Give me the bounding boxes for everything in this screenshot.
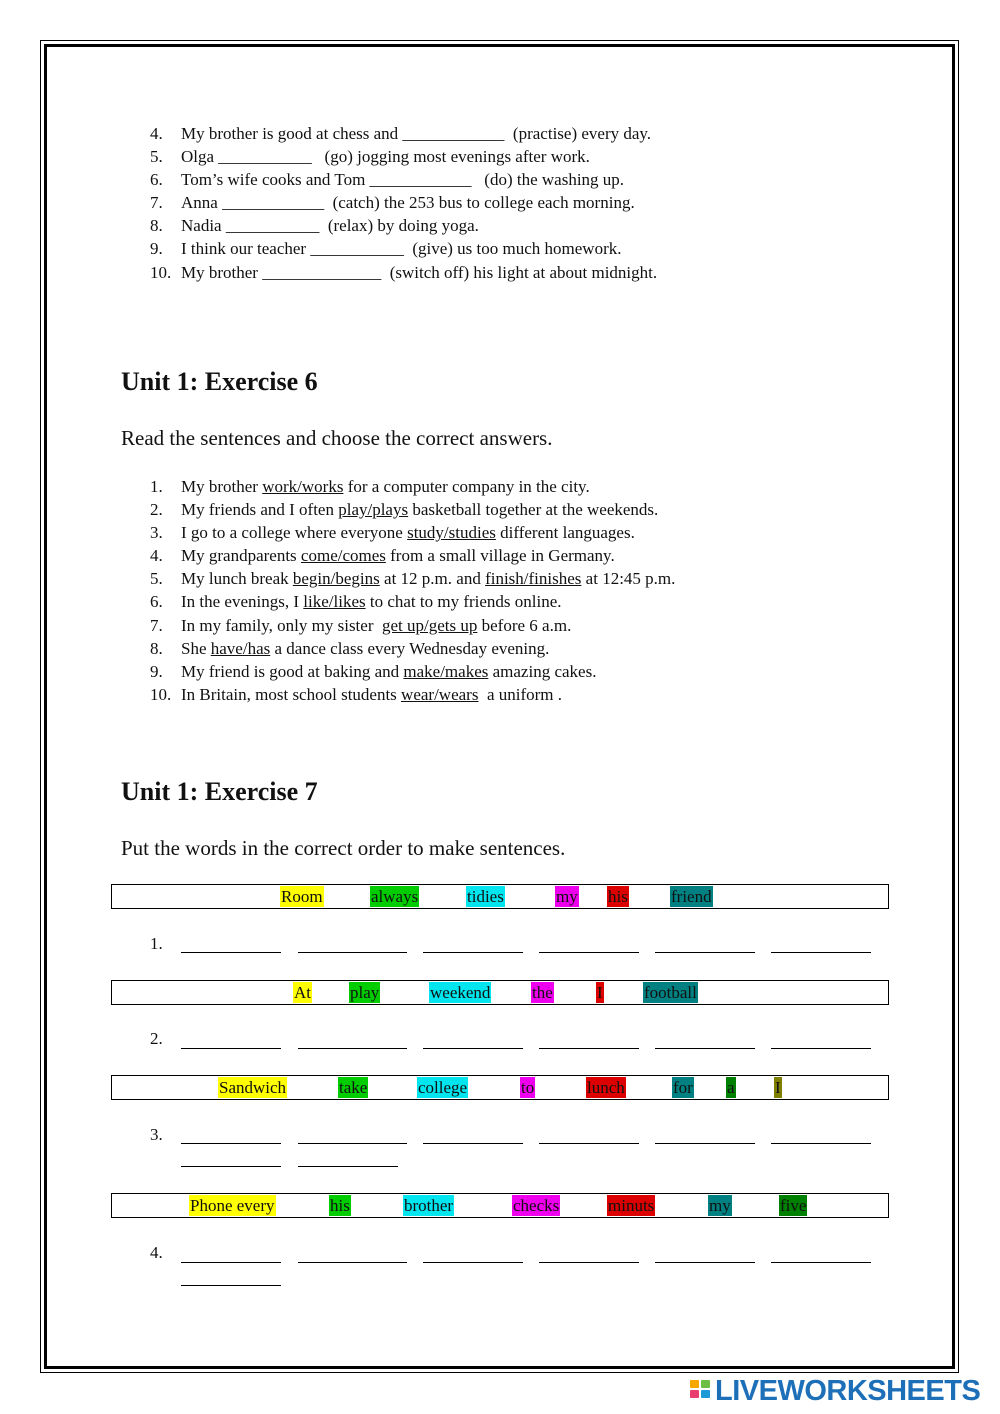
answer-blank[interactable] (771, 1261, 871, 1263)
item-text: amazing cakes. (488, 661, 597, 681)
item-text: She (181, 638, 211, 658)
word-bank-1 (111, 884, 889, 909)
word-tile[interactable]: take (339, 1078, 368, 1097)
choice-option[interactable]: have/has (210, 638, 271, 658)
word-tile[interactable]: Phone every (190, 1196, 275, 1215)
item-number: 9. (150, 661, 163, 681)
list-item (150, 521, 675, 544)
word-tile[interactable]: lunch (587, 1078, 625, 1097)
answer-blank[interactable] (181, 1165, 281, 1167)
answer-blank[interactable] (298, 1047, 407, 1049)
choice-option[interactable]: begin/begins (292, 569, 380, 589)
list-item (150, 544, 675, 567)
item-number: 8. (150, 638, 163, 658)
answer-blank[interactable] (181, 1142, 281, 1144)
answer-number: 4. (150, 1243, 163, 1262)
item-text: Olga ___________ (go) jogging most evenings after work. (181, 147, 590, 167)
answer-blank[interactable] (655, 1047, 755, 1049)
answer-blank[interactable] (298, 951, 407, 953)
list-item (150, 660, 675, 683)
item-number: 6. (150, 592, 163, 612)
item-text: My friend is good at baking and (181, 661, 404, 681)
exercise-5-list (150, 122, 657, 284)
item-number: 7. (150, 193, 163, 213)
word-bank-3 (111, 1075, 889, 1100)
word-tile[interactable]: Sandwich (219, 1078, 287, 1097)
item-text: In Britain, most school students (181, 684, 402, 704)
choice-option[interactable]: come/comes (300, 546, 386, 566)
choice-option[interactable]: study/studies (407, 523, 496, 543)
answer-blank[interactable] (771, 1142, 871, 1144)
word-tile[interactable]: my (556, 887, 578, 906)
answer-blank[interactable] (539, 1047, 639, 1049)
item-number: 5. (150, 147, 163, 167)
logo-square (690, 1380, 699, 1388)
choice-option[interactable]: make/makes (403, 661, 489, 681)
exercise-7-instruction: Put the words in the correct order to make sentences. (121, 836, 566, 860)
word-tile[interactable]: his (330, 1196, 350, 1215)
list-item (150, 122, 657, 145)
item-text: My grandparents (181, 546, 301, 566)
word-tile[interactable]: football (644, 983, 697, 1002)
exercise-7-title: Unit 1: Exercise 7 (121, 777, 318, 806)
item-text: My friends and I often (181, 500, 339, 520)
item-text: Anna ____________ (catch) the 253 bus to college each morning. (181, 193, 635, 213)
answer-blank[interactable] (655, 951, 755, 953)
answer-blank[interactable] (181, 1261, 281, 1263)
word-tile[interactable]: to (521, 1078, 535, 1097)
word-tile[interactable]: I (775, 1078, 781, 1097)
word-tile[interactable]: always (371, 887, 419, 906)
item-text: My brother ______________ (switch off) his light at about midnight. (181, 262, 658, 282)
choice-option[interactable]: like/likes (303, 592, 366, 612)
item-text: at 12 p.m. and (379, 569, 486, 589)
list-item (150, 145, 657, 168)
word-tile[interactable]: my (709, 1196, 731, 1215)
word-tile[interactable]: for (673, 1078, 693, 1097)
list-item (150, 683, 675, 706)
liveworksheets-logo[interactable] (690, 1376, 980, 1406)
exercise-6-title: Unit 1: Exercise 6 (121, 367, 318, 396)
item-number: 4. (150, 546, 163, 566)
exercise-6-instruction: Read the sentences and choose the correct answers. (121, 426, 553, 450)
answer-blank[interactable] (539, 951, 639, 953)
word-tile[interactable]: minuts (608, 1196, 655, 1215)
choice-option[interactable]: work/works (262, 477, 344, 496)
item-text: Tom’s wife cooks and Tom ____________ (do) the washing up. (181, 170, 625, 190)
item-number: 1. (150, 477, 163, 496)
list-item (150, 567, 675, 590)
word-tile[interactable]: play (350, 983, 380, 1002)
item-number: 3. (150, 523, 163, 543)
item-text: In my family, only my sister (181, 615, 382, 635)
list-item (150, 214, 657, 237)
item-text: Nadia ___________ (relax) by doing yoga. (181, 216, 479, 236)
list-item (150, 261, 657, 284)
list-item (150, 498, 675, 521)
answer-blank[interactable] (298, 1142, 407, 1144)
word-tile[interactable]: weekend (430, 983, 491, 1002)
answer-blank[interactable] (655, 1142, 755, 1144)
item-text: from a small village in Germany. (385, 546, 615, 566)
item-text: a uniform . (478, 684, 563, 704)
item-number: 10. (150, 262, 172, 282)
word-tile[interactable]: checks (513, 1196, 560, 1215)
item-text: My lunch break (181, 569, 293, 589)
item-text: basketball together at the weekends. (408, 500, 659, 520)
word-tile[interactable]: friend (671, 887, 712, 906)
item-text: I go to a college where everyone (181, 523, 408, 543)
list-item (150, 614, 675, 637)
exercise-6-list (150, 475, 675, 706)
item-number: 2. (150, 500, 163, 520)
item-number: 5. (150, 569, 163, 589)
choice-option[interactable]: play/plays (338, 500, 409, 520)
item-number: 8. (150, 216, 163, 236)
liveworksheets-logo-text: LIVEWORKSHEETS (715, 1374, 981, 1407)
item-text: In the evenings, I (181, 592, 304, 612)
liveworksheets-logo-icon (690, 1378, 712, 1404)
word-tile[interactable]: At (294, 983, 311, 1002)
word-tile[interactable]: college (418, 1078, 468, 1097)
logo-square (701, 1390, 710, 1398)
item-text: for a computer company in the city. (343, 477, 590, 496)
answer-blank[interactable] (181, 951, 281, 953)
item-number: 10. (150, 684, 172, 704)
word-tile[interactable]: Room (281, 887, 323, 906)
answer-number: 3. (150, 1125, 163, 1144)
list-item (150, 168, 657, 191)
answer-blank[interactable] (655, 1261, 755, 1263)
item-text: before 6 a.m. (477, 615, 572, 635)
word-tile[interactable]: brother (404, 1196, 454, 1215)
word-tile[interactable]: the (532, 983, 553, 1002)
item-text: My brother (181, 477, 263, 496)
list-item (150, 475, 675, 498)
word-tile[interactable]: a (727, 1078, 735, 1097)
answer-blank[interactable] (539, 1142, 639, 1144)
word-tile[interactable]: tidies (467, 887, 504, 906)
answer-blank[interactable] (423, 951, 523, 953)
answer-blank[interactable] (423, 1261, 523, 1263)
choice-option[interactable]: get up/gets up (382, 615, 478, 635)
answer-blank[interactable] (539, 1261, 639, 1263)
choice-option[interactable]: wear/wears (401, 684, 479, 704)
word-tile[interactable]: his (608, 887, 628, 906)
logo-square (701, 1380, 710, 1388)
answer-blank[interactable] (298, 1165, 398, 1167)
item-number: 6. (150, 170, 163, 190)
answer-blank[interactable] (181, 1284, 281, 1286)
answer-blank[interactable] (771, 1047, 871, 1049)
answer-number: 2. (150, 1029, 163, 1048)
item-text: My brother is good at chess and ____________ (practise) every day. (181, 124, 652, 143)
choice-option[interactable]: finish/finishes (485, 569, 582, 589)
answer-blank[interactable] (181, 1047, 281, 1049)
item-text: to chat to my friends online. (365, 592, 562, 612)
item-number: 4. (150, 124, 163, 143)
item-text: I think our teacher ___________ (give) us too much homework. (181, 239, 622, 259)
logo-square (690, 1390, 699, 1398)
answer-blank[interactable] (423, 1047, 523, 1049)
list-item (150, 637, 675, 660)
word-bank-4 (111, 1193, 889, 1218)
answer-blank[interactable] (423, 1142, 523, 1144)
item-text: a dance class every Wednesday evening. (270, 638, 550, 658)
list-item (150, 191, 657, 214)
list-item (150, 590, 675, 613)
word-bank-2 (111, 980, 889, 1005)
word-tile[interactable]: I (597, 983, 603, 1002)
item-text: different languages. (495, 523, 635, 543)
item-number: 7. (150, 615, 163, 635)
word-tile[interactable]: five (780, 1196, 807, 1215)
list-item (150, 237, 657, 260)
answer-number: 1. (150, 934, 163, 953)
answer-blank[interactable] (298, 1261, 407, 1263)
answer-blank[interactable] (771, 951, 871, 953)
item-text: at 12:45 p.m. (581, 569, 676, 589)
item-number: 9. (150, 239, 163, 259)
